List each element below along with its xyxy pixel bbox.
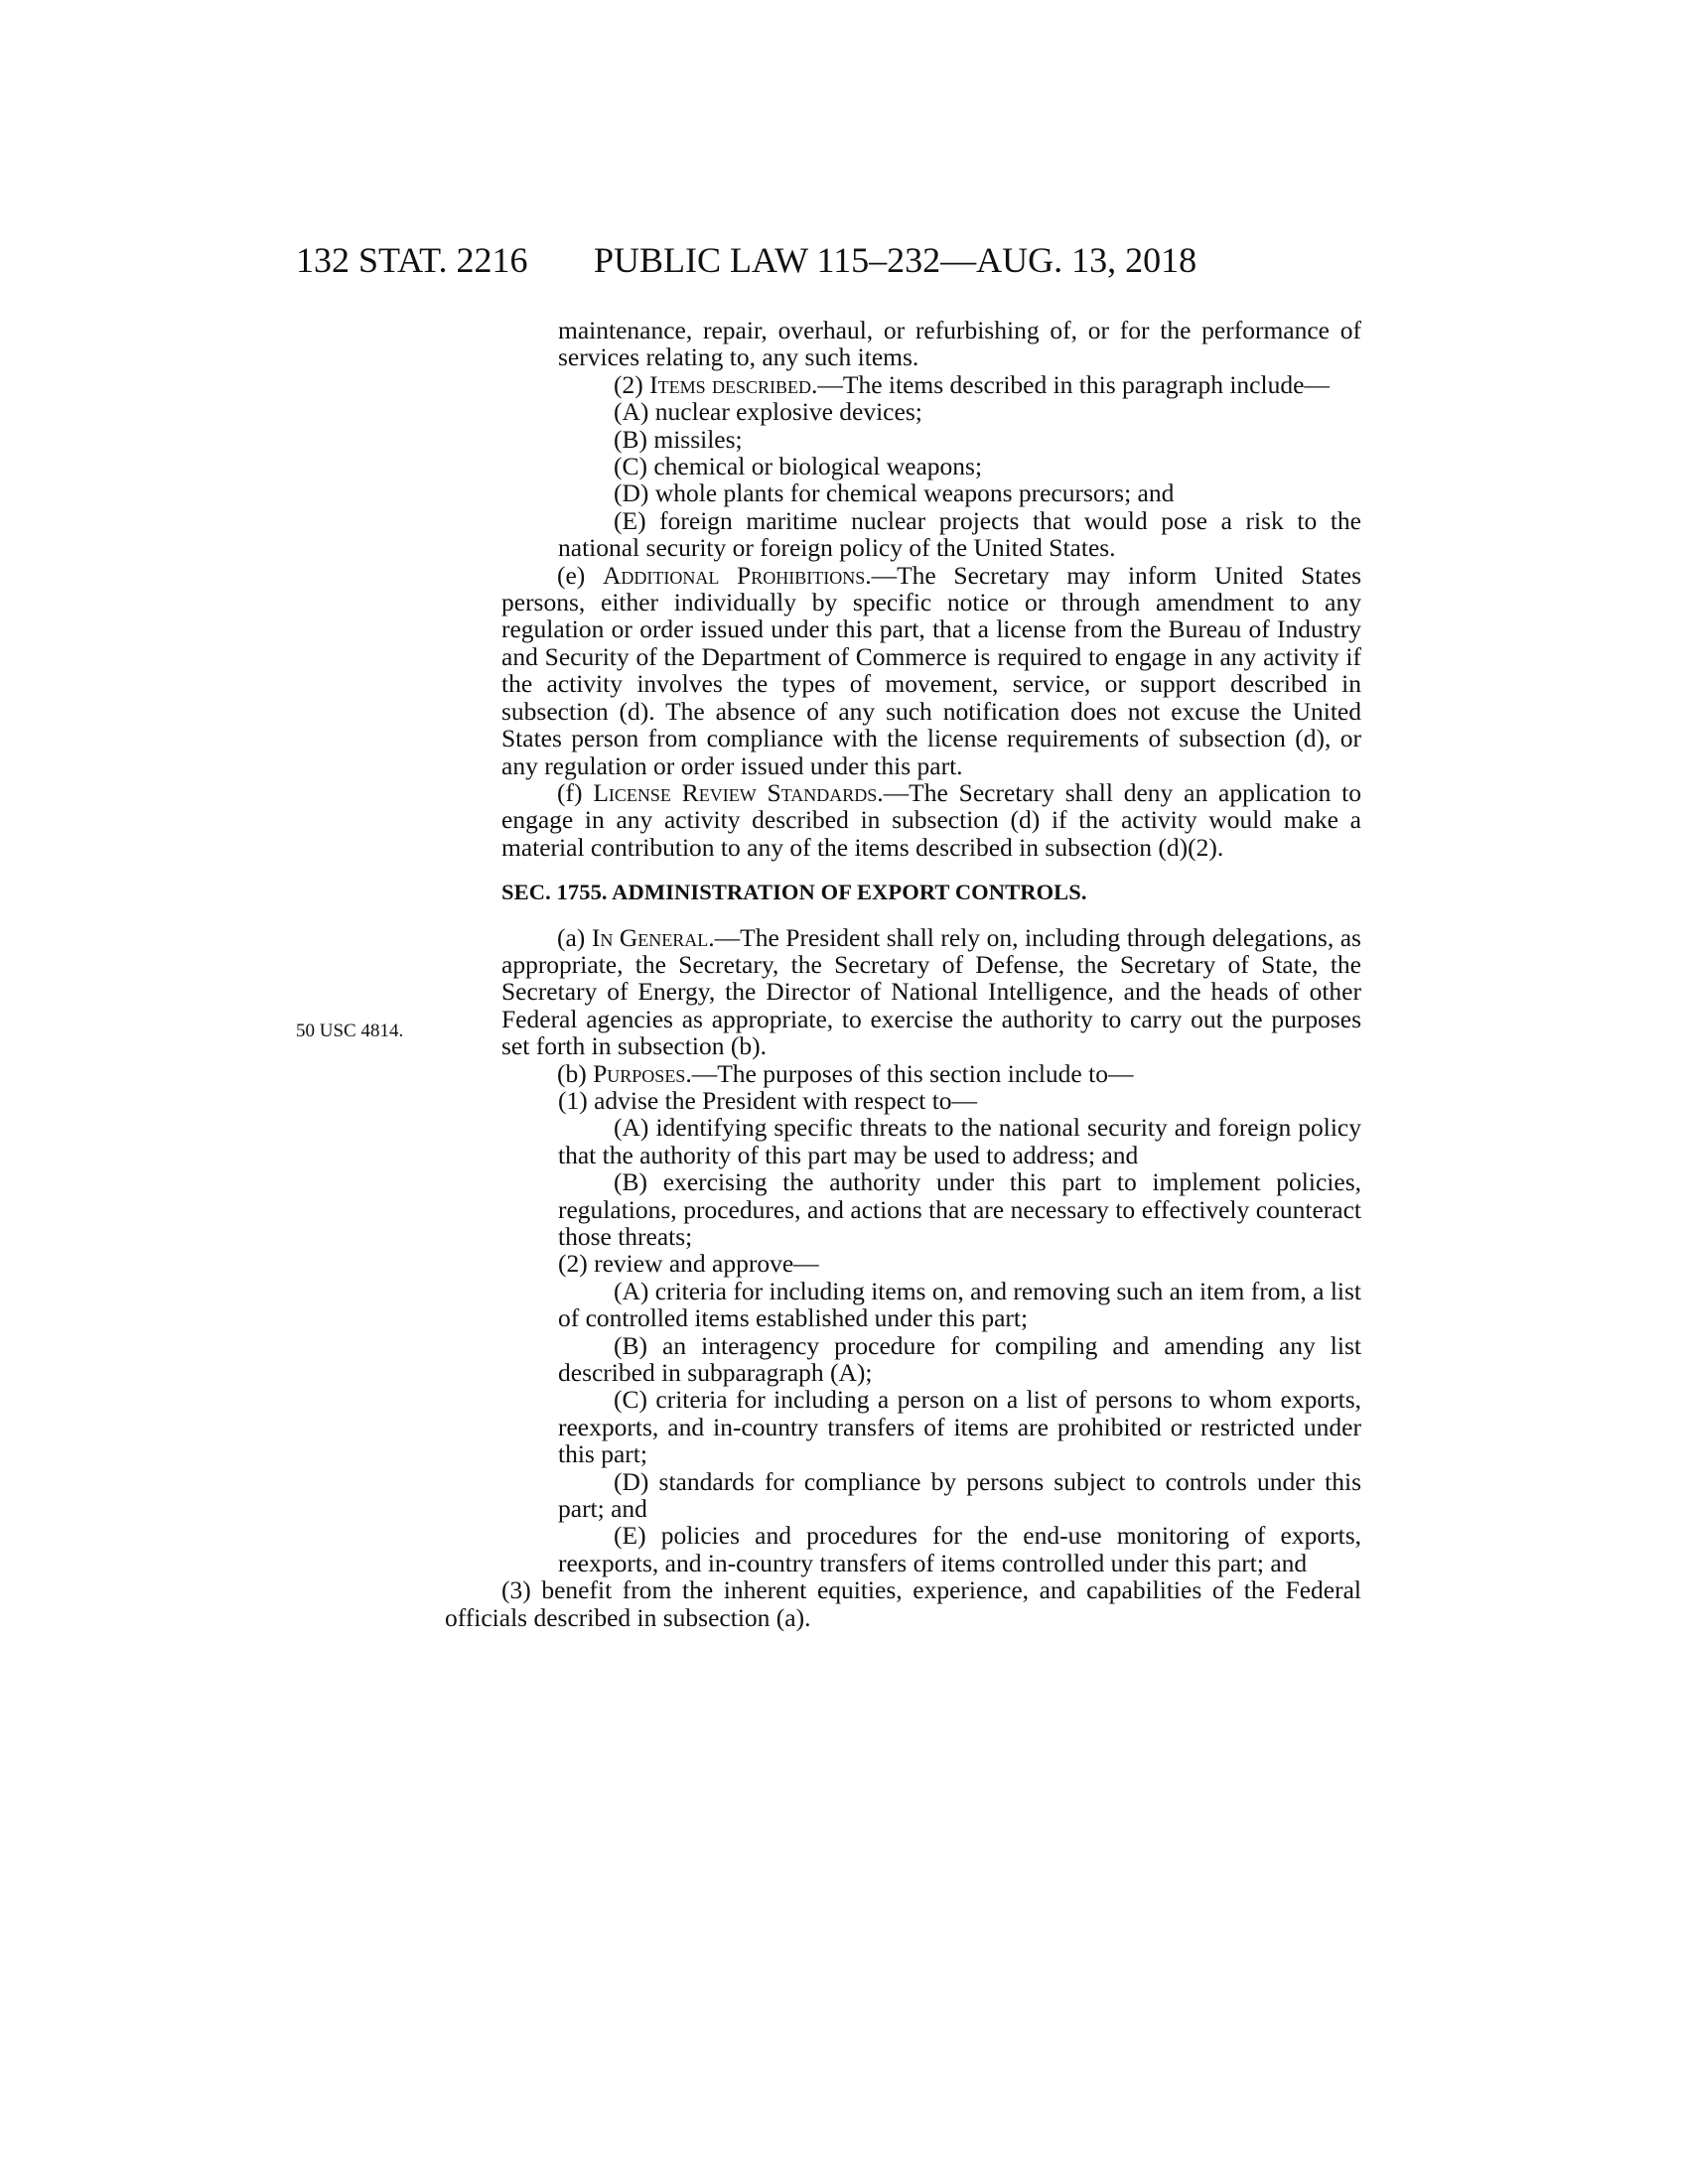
- subsection-f: [501, 779, 1361, 861]
- list-item-d2d: (D) whole plants for chemical weapons precursors; and: [614, 478, 1175, 508]
- statute-page-number: 132 STAT. 2216: [296, 240, 528, 280]
- subsection-a-text: .—The President shall rely on, including through delegations, as appropriate, the Secretary, the Secretary of Defense, the Secretary of State, the Secretary of Energy, the Director of National Intelligence, and the heads of other Federal agencies as appropriate, to exercise the authority to carry out the purposes set forth in subsection (b).: [501, 922, 1361, 1061]
- list-item-d2a: (A) nuclear explosive devices;: [614, 397, 922, 427]
- subsection-a-label: (a): [557, 922, 592, 952]
- list-item-d2b: (B) missiles;: [614, 424, 743, 454]
- paragraph-d2-text: .—The items described in this paragraph include—: [811, 369, 1330, 399]
- running-head-law: PUBLIC LAW 115–232—AUG. 13, 2018: [594, 240, 1197, 280]
- paragraph-d2-heading: Items described: [649, 369, 811, 399]
- list-item-d2c: (C) chemical or biological weapons;: [614, 452, 983, 481]
- subsection-b-text: .—The purposes of this section include to—: [685, 1058, 1134, 1088]
- paragraph-d2: [501, 371, 1361, 398]
- subsection-e-heading: Additional Prohibitions: [602, 560, 866, 590]
- subparagraph-b2a: (A) criteria for including items on, and removing such an item from, a list of controlled items established under this part;: [558, 1276, 1361, 1333]
- subsection-f-text: .—The Secretary shall deny an application to engage in any activity described in subsection (d) if the activity would make a material contribution to any of the items described in subsection (d)(2).: [501, 777, 1361, 862]
- subsection-e: [501, 562, 1361, 779]
- subparagraph-b1b: (B) exercising the authority under this part to implement policies, regulations, procedures, and actions that are necessary to effectively counteract those threats;: [558, 1167, 1361, 1251]
- subsection-e-text: .—The Secretary may inform United States persons, either individually by specific notice or through amendment to any regulation or order issued under this part, that a license from the Bureau of Industry and Security of the Department of Commerce is required to engage in any activity if the activity involves the types of movement, service, or support described in subsection (d). The absence of any such notification does not excuse the United States person from compliance with the license requirements of subsection (d), or any regulation or order issued under this part.: [501, 560, 1361, 780]
- subparagraph-b2e: (E) policies and procedures for the end-use monitoring of exports, reexports, and in-country transfers of items controlled under this part; and: [558, 1521, 1361, 1577]
- subparagraph-b2c: (C) criteria for including a person on a list of persons to whom exports, reexports, and in-country transfers of items are prohibited or restricted under this part;: [558, 1385, 1361, 1469]
- subparagraph-b2d: (D) standards for compliance by persons subject to controls under this part; and: [558, 1466, 1361, 1524]
- subsection-a: [501, 924, 1361, 1060]
- paragraph-d2-label: (2): [614, 369, 650, 399]
- subsection-e-label: (e): [557, 560, 603, 590]
- document-body: [445, 316, 1361, 1632]
- usc-margin-note: 50 USC 4814.: [296, 1021, 404, 1041]
- paragraph-b3-text: (3) benefit from the inherent equities, experience, and capabilities of the Federal officials described in subsection (a).: [445, 1575, 1361, 1632]
- list-item-d2e: (E) foreign maritime nuclear projects that would pose a risk to the national security or foreign policy of the United States.: [558, 505, 1361, 563]
- paragraph-b3: [445, 1576, 1361, 1631]
- subsection-b-heading: Purposes: [593, 1058, 686, 1088]
- paragraph-continuation: maintenance, repair, overhaul, or refurbishing of, or for the performance of services relating to, any such items.: [558, 316, 1361, 372]
- subparagraph-b1a: (A) identifying specific threats to the national security and foreign policy that the authority of this part may be used to address; and: [558, 1113, 1361, 1169]
- subparagraph-b2b: (B) an interagency procedure for compiling and amending any list described in subparagraph (A);: [558, 1330, 1361, 1388]
- subsection-f-label: (f): [557, 777, 594, 807]
- paragraph-b2: (2) review and approve—: [558, 1249, 819, 1279]
- subsection-a-heading: In General: [591, 922, 709, 952]
- subsection-b: [501, 1060, 1361, 1087]
- paragraph-b1: (1) advise the President with respect to—: [558, 1085, 978, 1115]
- subsection-b-label: (b): [557, 1058, 594, 1088]
- section-heading: SEC. 1755. ADMINISTRATION OF EXPORT CONTROLS.: [501, 880, 1087, 905]
- subsection-f-heading: License Review Standards: [593, 777, 878, 807]
